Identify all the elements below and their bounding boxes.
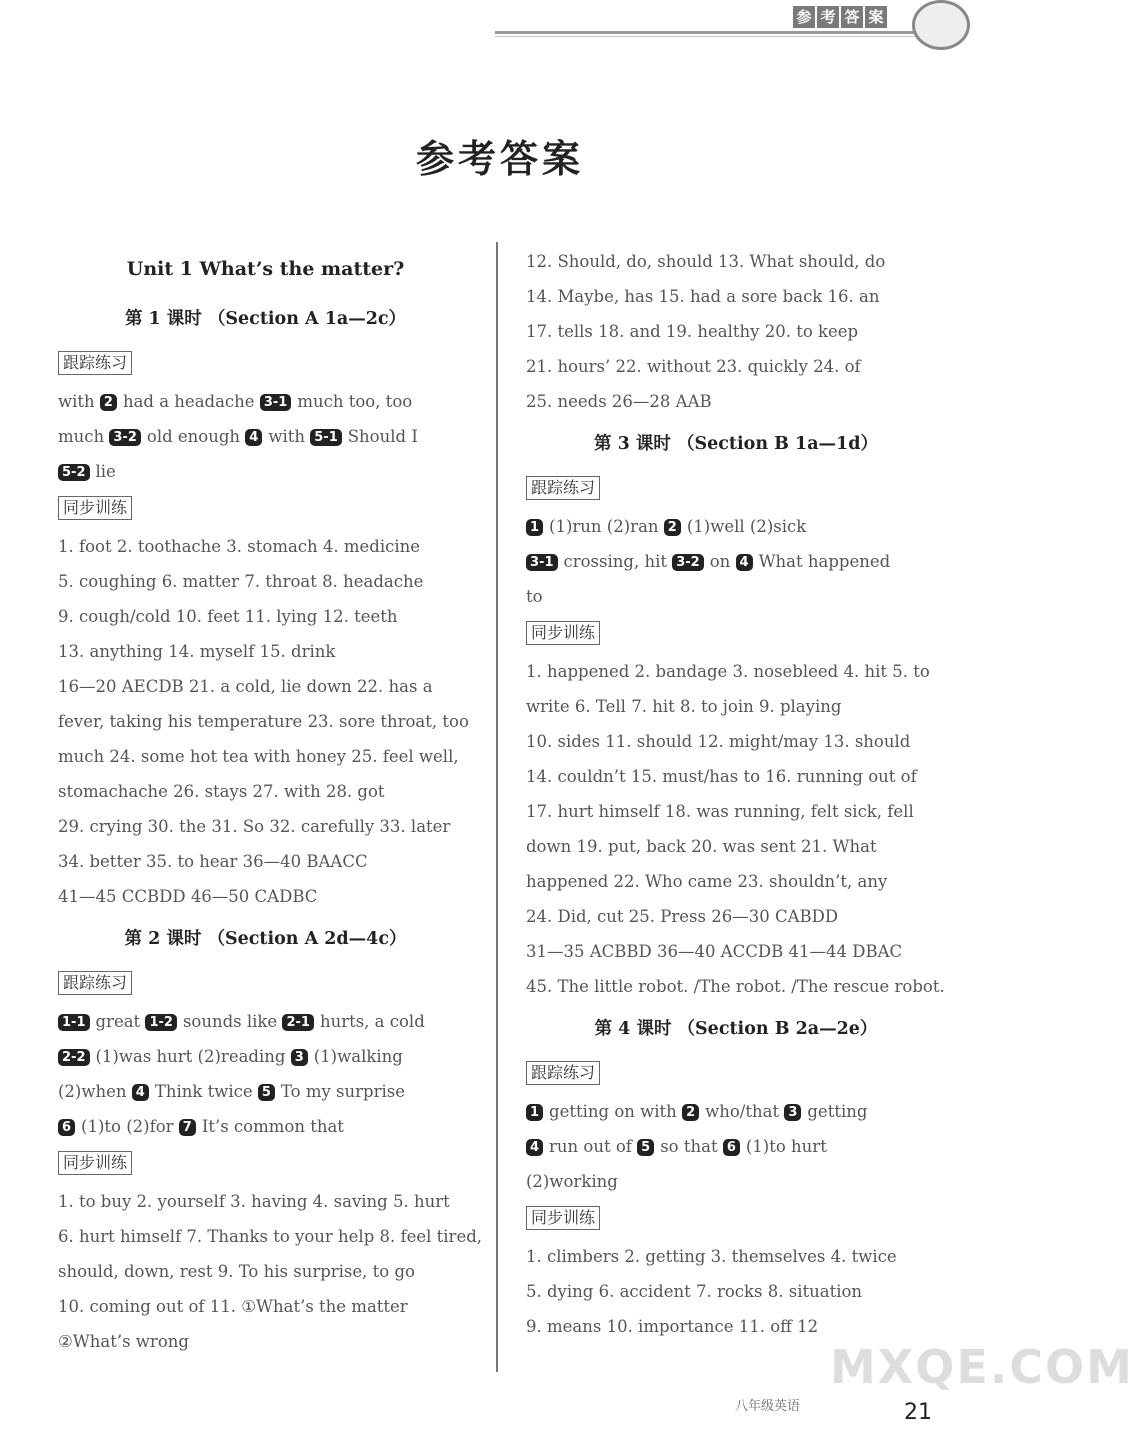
answer-line (58, 419, 473, 454)
question-number-badge: 6 (723, 1139, 740, 1156)
lesson-heading: 第 2 课时 （Section A 2d—4c） (124, 929, 407, 949)
answer-line: 41—45 CCBDD 46—50 CADBC (58, 887, 318, 906)
left-column (58, 244, 483, 1359)
answer-line (58, 1109, 473, 1144)
answer-block (526, 1239, 946, 1344)
answer-line: 17. hurt himself 18. was running, felt sick, fell (526, 802, 914, 821)
answer-line (58, 454, 473, 489)
question-number-badge: 6 (58, 1119, 75, 1136)
answer-block (58, 529, 473, 914)
answer-text: Think twice (154, 1082, 258, 1101)
header-rule (495, 31, 915, 34)
sync-training-tag: 同步训练 (526, 1206, 600, 1230)
answer-line (526, 579, 946, 614)
track-practice-tag: 跟踪练习 (526, 1061, 600, 1085)
answer-line: ②What’s wrong (58, 1332, 189, 1351)
track-practice-tag: 跟踪练习 (58, 971, 132, 995)
answer-line: 24. Did, cut 25. Press 26—30 CABDD (526, 907, 839, 926)
answer-text: great (95, 1012, 146, 1031)
unit-title: Unit 1 What’s the matter? (126, 258, 405, 280)
answer-text: getting (807, 1102, 868, 1121)
answer-line: 5. coughing 6. matter 7. throat 8. headache (58, 572, 424, 591)
question-number-badge: 4 (245, 429, 262, 446)
answer-text: To my surprise (280, 1082, 405, 1101)
question-number-badge: 3 (291, 1049, 308, 1066)
question-number-badge: 2 (682, 1104, 699, 1121)
answer-text: with (58, 392, 100, 411)
answer-text: much (58, 427, 110, 446)
answer-text: (1)walking (313, 1047, 403, 1066)
column-divider (496, 242, 498, 1372)
answer-line: 25. needs 26—28 AAB (526, 392, 712, 411)
answer-line (58, 1004, 473, 1039)
question-number-badge: 4 (526, 1139, 543, 1156)
answer-line: 29. crying 30. the 31. So 32. carefully 33. later (58, 817, 451, 836)
answer-block (526, 244, 946, 419)
answer-line: 10. sides 11. should 12. might/may 13. should (526, 732, 911, 751)
answer-line: 34. better 35. to hear 36—40 BAACC (58, 852, 368, 871)
question-number-badge: 7 (179, 1119, 196, 1136)
answer-text: lie (95, 462, 116, 481)
answer-line (526, 544, 946, 579)
answer-line: fever, taking his temperature 23. sore throat, too (58, 712, 469, 731)
header-logo-icon (912, 0, 970, 50)
answer-text: (1)well (2)sick (686, 517, 807, 536)
answer-line: happened 22. Who came 23. shouldn’t, any (526, 872, 888, 891)
answer-text: much too, too (297, 392, 413, 411)
answer-line: 9. cough/cold 10. feet 11. lying 12. teeth (58, 607, 398, 626)
answer-text: who/that (705, 1102, 785, 1121)
question-number-badge: 4 (736, 554, 753, 571)
answer-text: to (526, 587, 543, 606)
question-number-badge: 3-2 (672, 554, 704, 571)
answer-line (526, 509, 946, 544)
question-number-badge: 2 (100, 394, 117, 411)
answer-line: 45. The little robot. /The robot. /The rescue robot. (526, 977, 945, 996)
answer-line: 14. Maybe, has 15. had a sore back 16. an (526, 287, 880, 306)
right-column (526, 244, 946, 1344)
answer-text: It’s common that (201, 1117, 344, 1136)
answer-line: 5. dying 6. accident 7. rocks 8. situation (526, 1282, 863, 1301)
answer-line: stomachache 26. stays 27. with 28. got (58, 782, 385, 801)
question-number-badge: 2-2 (58, 1049, 90, 1066)
answer-line: 12. Should, do, should 13. What should, do (526, 252, 886, 271)
answer-line: 17. tells 18. and 19. healthy 20. to keep (526, 322, 859, 341)
badge-char: 案 (865, 6, 887, 28)
answer-line (526, 1129, 946, 1164)
question-number-badge: 1 (526, 519, 543, 536)
answer-text: crossing, hit (563, 552, 673, 571)
answer-text: (1)was hurt (2)reading (95, 1047, 291, 1066)
answer-text: had a headache (122, 392, 260, 411)
question-number-badge: 2-1 (282, 1014, 314, 1031)
answer-line: should, down, rest 9. To his surprise, to go (58, 1262, 415, 1281)
answer-line: 31—35 ACBBD 36—40 ACCDB 41—44 DBAC (526, 942, 903, 961)
answer-text: run out of (549, 1137, 638, 1156)
answer-line: 21. hours’ 22. without 23. quickly 24. of (526, 357, 861, 376)
footer-label: 八年级英语 (735, 1399, 801, 1414)
answer-text: (1)to hurt (745, 1137, 827, 1156)
question-number-badge: 5-1 (310, 429, 342, 446)
badge-char: 参 (793, 6, 815, 28)
answer-text: (1)run (2)ran (549, 517, 664, 536)
answer-text: (2)when (58, 1082, 132, 1101)
question-number-badge: 4 (132, 1084, 149, 1101)
answer-line: much 24. some hot tea with honey 25. feel well, (58, 747, 459, 766)
answer-text: hurts, a cold (319, 1012, 425, 1031)
question-number-badge: 3 (784, 1104, 801, 1121)
question-number-badge: 5 (258, 1084, 275, 1101)
question-number-badge: 3-1 (526, 554, 558, 571)
question-number-badge: 1 (526, 1104, 543, 1121)
lesson-heading: 第 4 课时 （Section B 2a—2e） (594, 1019, 878, 1039)
answer-block (526, 654, 946, 1004)
answer-line (58, 1074, 473, 1109)
answer-line: 10. coming out of 11. ①What’s the matter (58, 1297, 408, 1316)
answer-line: 6. hurt himself 7. Thanks to your help 8. feel tired, (58, 1227, 483, 1246)
answer-text: sounds like (182, 1012, 283, 1031)
answer-block (526, 1094, 946, 1199)
answer-block (526, 509, 946, 614)
sync-training-tag: 同步训练 (58, 496, 132, 520)
answer-line (58, 384, 473, 419)
page-number: 21 (904, 1400, 932, 1425)
answer-line (526, 1094, 946, 1129)
answer-line: 1. happened 2. bandage 3. nosebleed 4. hit 5. to (526, 662, 930, 681)
sync-training-tag: 同步训练 (58, 1151, 132, 1175)
answer-line: 1. climbers 2. getting 3. themselves 4. twice (526, 1247, 897, 1266)
answer-line: 13. anything 14. myself 15. drink (58, 642, 336, 661)
question-number-badge: 1-2 (145, 1014, 177, 1031)
question-number-badge: 5 (637, 1139, 654, 1156)
watermark: MXQE.COM (830, 1340, 1134, 1394)
track-practice-tag: 跟踪练习 (58, 351, 132, 375)
answer-text: getting on with (549, 1102, 683, 1121)
answer-text: (1)to (2)for (81, 1117, 179, 1136)
answer-line: 1. foot 2. toothache 3. stomach 4. medicine (58, 537, 421, 556)
answer-line: 1. to buy 2. yourself 3. having 4. saving 5. hurt (58, 1192, 450, 1211)
answer-text: so that (660, 1137, 723, 1156)
answer-text: (2)working (526, 1172, 618, 1191)
badge-char: 答 (841, 6, 863, 28)
answer-line (58, 1039, 473, 1074)
answer-block (58, 384, 473, 489)
question-number-badge: 3-1 (260, 394, 292, 411)
header-badge (793, 6, 887, 28)
answer-line: 14. couldn’t 15. must/has to 16. running out of (526, 767, 917, 786)
question-number-badge: 1-1 (58, 1014, 90, 1031)
lesson-heading: 第 1 课时 （Section A 1a—2c） (124, 309, 407, 329)
answer-text: with (268, 427, 311, 446)
sync-training-tag: 同步训练 (526, 621, 600, 645)
badge-char: 考 (817, 6, 839, 28)
answer-text: Should I (347, 427, 418, 446)
answer-line (526, 1164, 946, 1199)
header-rule-thin (495, 36, 915, 37)
question-number-badge: 3-2 (109, 429, 141, 446)
answer-line: write 6. Tell 7. hit 8. to join 9. playing (526, 697, 842, 716)
answer-block (58, 1004, 473, 1144)
lesson-heading: 第 3 课时 （Section B 1a—1d） (594, 434, 878, 454)
question-number-badge: 2 (664, 519, 681, 536)
answer-text: on (709, 552, 736, 571)
answer-line: 16—20 AECDB 21. a cold, lie down 22. has a (58, 677, 433, 696)
answer-text: What happened (758, 552, 891, 571)
answer-text: old enough (146, 427, 246, 446)
page-title: 参考答案 (415, 136, 584, 181)
answer-block (58, 1184, 483, 1359)
track-practice-tag: 跟踪练习 (526, 476, 600, 500)
answer-line: down 19. put, back 20. was sent 21. What (526, 837, 877, 856)
answer-line: 9. means 10. importance 11. off 12 (526, 1317, 819, 1336)
question-number-badge: 5-2 (58, 464, 90, 481)
